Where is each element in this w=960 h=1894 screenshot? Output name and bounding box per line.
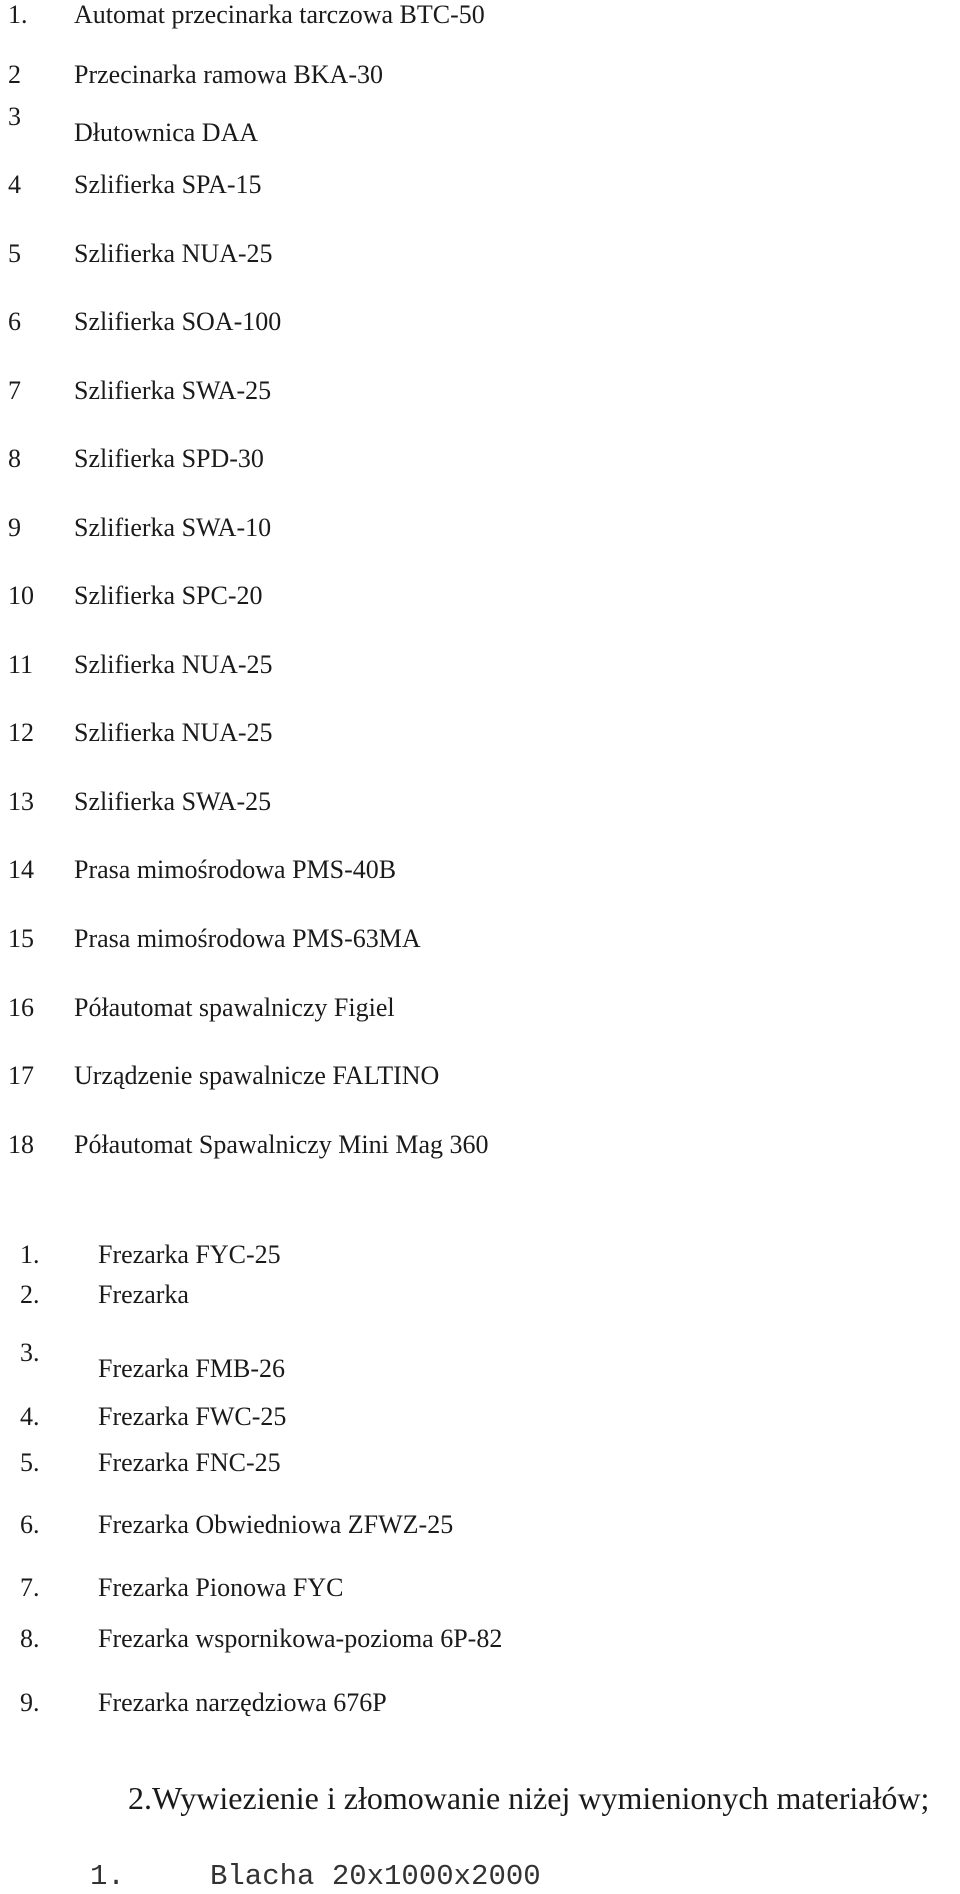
list2-item-number: 7. [20,1573,40,1602]
list1-item-text: Szlifierka NUA-25 [74,718,273,747]
list1-item-text: Prasa mimośrodowa PMS-63MA [74,924,421,953]
list1-item-number: 9 [8,513,21,542]
list2-item-number: 4. [20,1402,40,1431]
list1-item-number: 13 [8,787,34,816]
list2-item-text: Frezarka wspornikowa-pozioma 6P-82 [98,1624,503,1653]
list2-item-number: 9. [20,1688,40,1717]
list2-item-text: Frezarka FYC-25 [98,1240,281,1269]
list1-item-number: 3 [8,102,21,131]
list1-item-text: Szlifierka SWA-10 [74,513,272,542]
list1-item-number: 12 [8,718,34,747]
list2-item-number: 6. [20,1510,40,1539]
list1-item-number: 16 [8,993,34,1022]
list1-item-text: Prasa mimośrodowa PMS-40B [74,855,397,884]
material-item-number: 1. [90,1860,125,1893]
list1-item-text: Szlifierka SWA-25 [74,787,272,816]
list2-item-number: 5. [20,1448,40,1477]
list1-item-number: 6 [8,307,21,336]
list1-item-text: Szlifierka SWA-25 [74,376,272,405]
list2-item-text: Frezarka Pionowa FYC [98,1573,344,1602]
list1-item-text: Szlifierka SPC-20 [74,581,263,610]
list1-item-text: Półautomat spawalniczy Figiel [74,993,395,1022]
list1-item-text: Szlifierka NUA-25 [74,650,273,679]
list1-item-number: 5 [8,239,21,268]
list1-item-number: 18 [8,1130,34,1159]
list1-item-text: Automat przecinarka tarczowa BTC-50 [74,0,485,29]
list1-item-number: 10 [8,581,34,610]
list1-item-text: Przecinarka ramowa BKA-30 [74,60,383,89]
list1-item-text: Szlifierka SOA-100 [74,307,282,336]
list2-item-number: 2. [20,1280,40,1309]
list1-item-text: Urządzenie spawalnicze FALTINO [74,1061,440,1090]
list2-item-text: Frezarka FNC-25 [98,1448,281,1477]
material-item-text: Blacha 20x1000x2000 [210,1860,541,1893]
list1-item-text: Półautomat Spawalniczy Mini Mag 360 [74,1130,489,1159]
list2-item-number: 8. [20,1624,40,1653]
list2-item-text: Frezarka Obwiedniowa ZFWZ-25 [98,1510,454,1539]
list1-item-text: Szlifierka NUA-25 [74,239,273,268]
list1-item-number: 2 [8,60,21,89]
list1-item-text: Szlifierka SPD-30 [74,444,264,473]
list1-item-text: Szlifierka SPA-15 [74,170,262,199]
list2-item-number: 3. [20,1338,40,1367]
list1-item-number: 8 [8,444,21,473]
list2-item-text: Frezarka FWC-25 [98,1402,287,1431]
list2-item-number: 1. [20,1240,40,1269]
list2-item-text: Frezarka [98,1280,189,1309]
list1-item-number: 11 [8,650,34,679]
list1-item-number: 17 [8,1061,34,1090]
list1-item-number: 4 [8,170,21,199]
section-heading: 2.Wywiezienie i złomowanie niżej wymienionych materiałów; [128,1780,930,1816]
list2-item-text: Frezarka narzędziowa 676P [98,1688,387,1717]
list1-item-text: Dłutownica DAA [74,118,259,147]
list1-item-number: 15 [8,924,34,953]
list2-item-text: Frezarka FMB-26 [98,1354,286,1383]
list1-item-number: 7 [8,376,21,405]
list1-item-number: 14 [8,855,34,884]
list1-item-number: 1. [8,0,28,29]
